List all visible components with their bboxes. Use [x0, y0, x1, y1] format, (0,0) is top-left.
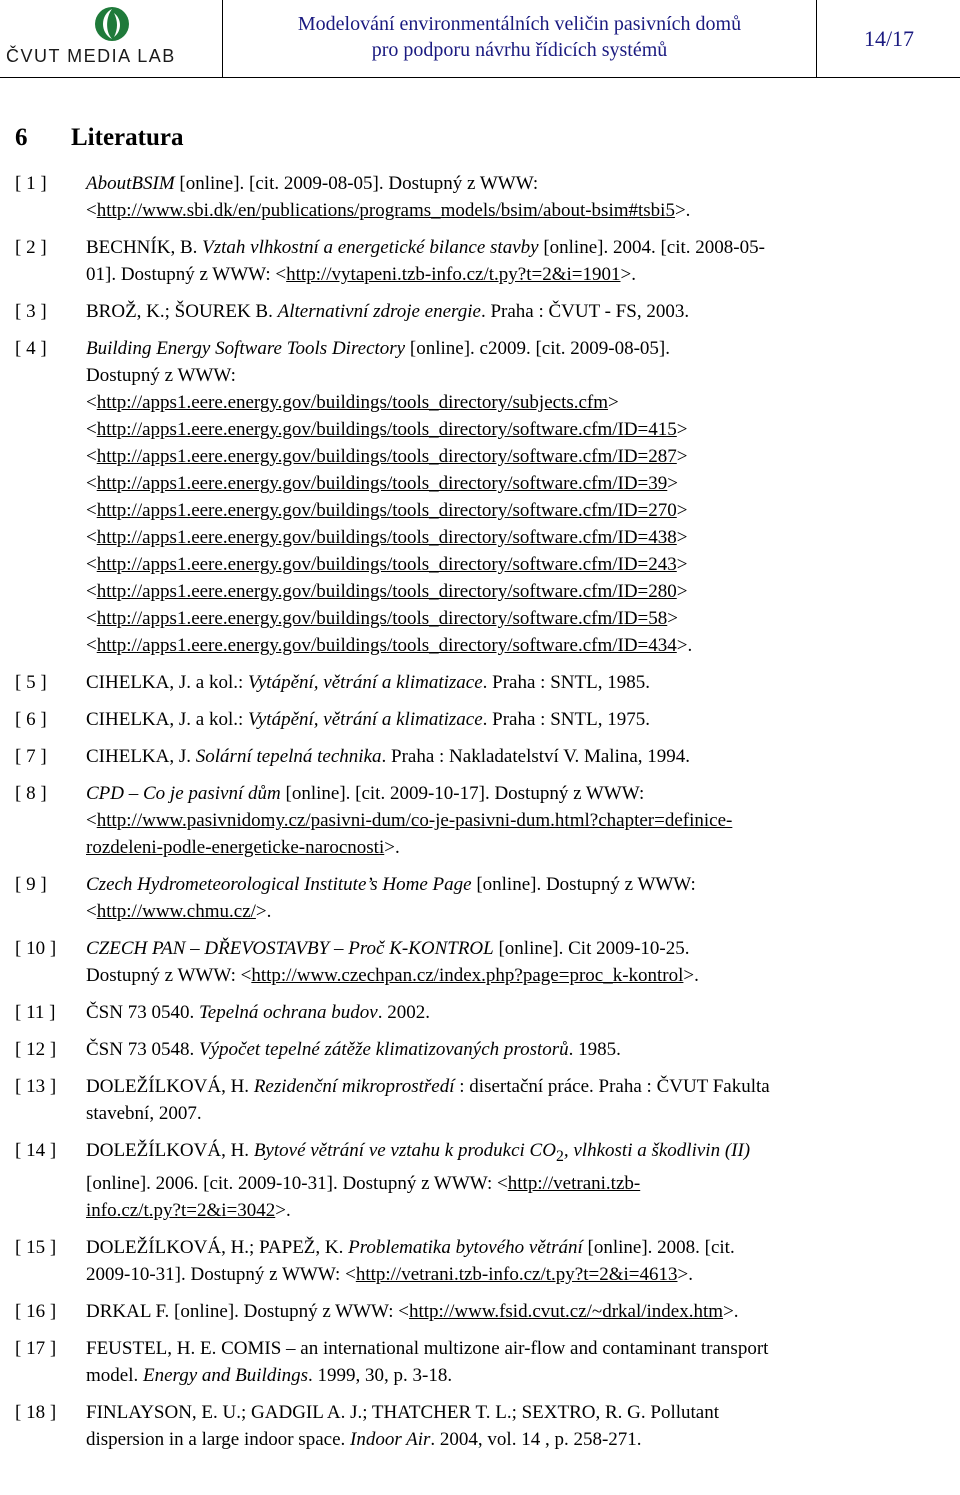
reference-title: CZECH PAN – DŘEVOSTAVBY – Proč K-KONTROL: [86, 938, 494, 959]
reference-text: [online]. Dostupný z WWW:: [471, 874, 696, 895]
reference-text: <: [86, 200, 97, 221]
reference-title: Bytové větrání ve vztahu k produkci CO: [253, 1140, 556, 1161]
reference-text: <: [86, 608, 97, 629]
reference-text: DRKAL F. [online]. Dostupný z WWW: <: [86, 1300, 409, 1322]
reference-title: Solární tepelná technika: [195, 746, 382, 767]
reference-line: [86, 524, 946, 551]
reference-link[interactable]: http://apps1.eere.energy.gov/buildings/tools_directory/software.cfm/ID=280: [96, 581, 677, 602]
reference-text: DOLEŽÍLKOVÁ, H.: [86, 1076, 254, 1097]
reference-line: [86, 298, 946, 325]
reference-label: [ 12 ]: [15, 1039, 57, 1060]
reference-text: <: [86, 901, 97, 922]
reference-line: [86, 999, 946, 1026]
reference-text: >: [676, 446, 688, 467]
reference-line: [86, 1426, 946, 1453]
reference-text: [online]. c2009. [cit. 2009-08-05].: [405, 338, 671, 359]
reference-link[interactable]: http://www.pasivnidomy.cz/pasivni-dum/co-je-pasivni-dum.html?chapter=definice-: [96, 810, 733, 831]
reference-title: Czech Hydrometeorological Institute’s Home Page: [86, 874, 472, 895]
reference-label: [ 17 ]: [15, 1337, 57, 1359]
reference-label: [ 6 ]: [15, 709, 47, 730]
reference-title: Výpočet tepelné zátěže klimatizovaných prostorů: [198, 1039, 569, 1060]
reference-label: [ 5 ]: [15, 672, 47, 693]
document-title-line1: Modelování environmentálních veličin pasivních domů: [297, 13, 742, 35]
reference-text: DOLEŽÍLKOVÁ, H.: [86, 1140, 254, 1161]
reference-link[interactable]: http://apps1.eere.energy.gov/buildings/tools_directory/software.cfm/ID=415: [96, 419, 677, 440]
reference-line: [86, 1073, 946, 1100]
reference-label: [ 10 ]: [15, 938, 57, 959]
reference-line: [86, 1399, 946, 1426]
reference-text: >.: [384, 837, 400, 858]
reference-text: >: [608, 392, 619, 413]
reference-item: [0, 706, 960, 733]
reference-text: [online]. 2004. [cit. 2008-05-: [538, 237, 765, 258]
reference-line: [86, 416, 946, 443]
reference-link[interactable]: http://apps1.eere.energy.gov/buildings/tools_directory/subjects.cfm: [96, 392, 609, 413]
reference-title: Indoor Air: [350, 1428, 431, 1450]
reference-text: . Praha : SNTL, 1985.: [482, 672, 650, 693]
reference-link[interactable]: info.cz/t.py?t=2&i=3042: [86, 1199, 276, 1221]
reference-label: [ 13 ]: [15, 1076, 57, 1097]
reference-text: <: [86, 446, 97, 467]
reference-item: [0, 935, 960, 989]
reference-item: [0, 780, 960, 861]
reference-line: [86, 1335, 946, 1362]
reference-line: [86, 605, 946, 632]
reference-line: [86, 1298, 946, 1325]
reference-item: [0, 234, 960, 288]
reference-text: BROŽ, K.; ŠOUREK B.: [86, 301, 278, 322]
reference-label: [ 2 ]: [15, 237, 47, 258]
reference-text: >.: [620, 264, 636, 285]
reference-title: Building Energy Software Tools Directory: [86, 338, 406, 359]
reference-label: [ 1 ]: [15, 173, 47, 194]
reference-line: [86, 871, 946, 898]
reference-text: <: [86, 392, 97, 413]
reference-text: . 2004, vol. 14 , p. 258-271.: [430, 1428, 642, 1450]
reference-item: [0, 743, 960, 770]
reference-text: >.: [683, 965, 699, 986]
reference-line: [86, 743, 946, 770]
reference-text: 01]. Dostupný z WWW: <: [86, 264, 287, 285]
reference-link[interactable]: http://www.czechpan.cz/index.php?page=proc_k-kontrol: [251, 965, 684, 986]
reference-item: [0, 335, 960, 659]
reference-text: Dostupný z WWW:: [86, 365, 236, 386]
reference-text: ČSN 73 0540.: [86, 1002, 199, 1023]
reference-item: [0, 298, 960, 325]
reference-text: model.: [86, 1364, 143, 1386]
reference-title: CPD – Co je pasivní dům: [86, 783, 281, 804]
reference-label: [ 14 ]: [15, 1140, 57, 1161]
reference-text: >: [667, 473, 678, 494]
section-number: 6: [15, 124, 28, 151]
reference-text: CIHELKA, J. a kol.:: [86, 672, 249, 693]
reference-label: [ 18 ]: [15, 1401, 57, 1423]
reference-line: [86, 362, 946, 389]
reference-text: Dostupný z WWW: <: [86, 965, 252, 986]
reference-text: >: [667, 608, 678, 629]
reference-text: . 2002.: [377, 1002, 430, 1023]
reference-line: [86, 234, 946, 261]
reference-text: <: [86, 500, 97, 521]
leaf-logo-icon: [92, 5, 132, 43]
reference-link[interactable]: http://vytapeni.tzb-info.cz/t.py?t=2&i=1901: [286, 264, 621, 285]
reference-line: [86, 551, 946, 578]
reference-link[interactable]: http://vetrani.tzb-info.cz/t.py?t=2&i=4613: [355, 1263, 678, 1285]
reference-line: [86, 780, 946, 807]
reference-text: >: [676, 527, 688, 548]
reference-title: Vztah vlhkostní a energetické bilance stavby: [202, 237, 539, 258]
subscript: 2: [555, 1147, 564, 1165]
reference-line: [86, 834, 946, 861]
reference-title: Alternativní zdroje energie: [277, 301, 481, 322]
reference-text: >.: [674, 200, 691, 221]
document-title: [223, 0, 817, 78]
reference-line: [86, 261, 946, 288]
reference-text: >.: [255, 901, 272, 922]
reference-text: <: [86, 810, 97, 831]
reference-item: [0, 1036, 960, 1063]
reference-line: [86, 1197, 946, 1224]
reference-line: [86, 170, 946, 197]
reference-line: [86, 935, 946, 962]
reference-item: [0, 170, 960, 224]
reference-link[interactable]: http://www.chmu.cz/: [96, 901, 256, 922]
header-divider: [0, 77, 960, 78]
reference-line: [86, 1100, 946, 1127]
reference-text: <: [86, 635, 97, 656]
reference-item: [0, 1234, 960, 1288]
reference-text: : disertační práce. Praha : ČVUT Fakulta: [454, 1076, 770, 1097]
reference-text: >.: [275, 1199, 291, 1221]
reference-text: . 1985.: [568, 1039, 621, 1060]
reference-line: [86, 1170, 946, 1197]
reference-link[interactable]: http://apps1.eere.energy.gov/buildings/tools_directory/software.cfm/ID=39: [96, 473, 668, 494]
page-header: [0, 0, 960, 78]
reference-text: CIHELKA, J. a kol.:: [86, 709, 249, 730]
reference-text: <: [86, 473, 97, 494]
reference-text: >: [676, 419, 688, 440]
reference-text: . Praha : Nakladatelství V. Malina, 1994.: [381, 746, 691, 767]
reference-item: [0, 1073, 960, 1127]
reference-text: stavební, 2007.: [86, 1103, 202, 1124]
reference-text: BECHNÍK, B.: [86, 237, 203, 258]
reference-title: Vytápění, větrání a klimatizace: [248, 672, 483, 693]
reference-title: Vytápění, větrání a klimatizace: [248, 709, 483, 730]
reference-line: [86, 962, 946, 989]
reference-item: [0, 999, 960, 1026]
reference-label: [ 11 ]: [15, 1002, 56, 1023]
reference-text: [online]. [cit. 2009-10-17]. Dostupný z WWW:: [280, 783, 645, 804]
reference-label: [ 3 ]: [15, 301, 47, 322]
reference-text: <: [86, 527, 97, 548]
reference-label: [ 9 ]: [15, 874, 47, 895]
reference-text: FEUSTEL, H. E. COMIS – an international multizone air-flow and contaminant transport: [86, 1337, 769, 1359]
reference-title: Energy and Buildings: [143, 1364, 308, 1386]
reference-link[interactable]: http://apps1.eere.energy.gov/buildings/tools_directory/software.cfm/ID=438: [96, 527, 677, 548]
reference-title: Tepelná ochrana budov: [198, 1002, 378, 1023]
reference-title: Rezidenční mikroprostředí: [253, 1076, 455, 1097]
reference-line: [86, 807, 946, 834]
reference-text: >: [676, 554, 688, 575]
reference-text: . Praha : SNTL, 1975.: [482, 709, 650, 730]
reference-text: dispersion in a large indoor space.: [86, 1428, 350, 1450]
reference-line: [86, 197, 946, 224]
reference-text: >.: [677, 1263, 693, 1285]
reference-link[interactable]: http://apps1.eere.energy.gov/buildings/tools_directory/software.cfm/ID=58: [96, 608, 668, 629]
reference-item: [0, 871, 960, 925]
reference-line: [86, 335, 946, 362]
reference-line: [86, 632, 946, 659]
reference-text: DOLEŽÍLKOVÁ, H.; PAPEŽ, K.: [86, 1236, 349, 1258]
reference-link[interactable]: http://apps1.eere.energy.gov/buildings/tools_directory/software.cfm/ID=243: [96, 554, 677, 575]
reference-item: [0, 669, 960, 696]
reference-title: AboutBSIM: [86, 173, 175, 194]
reference-line: [86, 443, 946, 470]
reference-text: >: [676, 581, 688, 602]
reference-text: >.: [723, 1300, 739, 1322]
reference-label: [ 8 ]: [15, 783, 47, 804]
reference-line: [86, 669, 946, 696]
reference-text: [online]. 2008. [cit.: [582, 1236, 735, 1258]
reference-link[interactable]: http://www.fsid.cvut.cz/~drkal/index.htm: [409, 1300, 724, 1322]
section-heading: [15, 124, 183, 152]
logo-text: ČVUT MEDIA LAB: [6, 46, 176, 66]
reference-line: [86, 389, 946, 416]
reference-text: ČSN 73 0548.: [86, 1039, 199, 1060]
reference-label: [ 15 ]: [15, 1236, 57, 1258]
reference-text: [online]. [cit. 2009-08-05]. Dostupný z WWW:: [174, 173, 539, 194]
reference-link[interactable]: http://apps1.eere.energy.gov/buildings/tools_directory/software.cfm/ID=434: [96, 635, 677, 656]
reference-item: [0, 1399, 960, 1453]
section-title: Literatura: [71, 124, 184, 151]
reference-item: [0, 1298, 960, 1325]
reference-text: . Praha : ČVUT - FS, 2003.: [480, 301, 690, 322]
reference-text: CIHELKA, J.: [86, 746, 196, 767]
reference-text: 2009-10-31]. Dostupný z WWW: <: [86, 1263, 356, 1285]
reference-link[interactable]: http://vetrani.tzb-: [507, 1172, 641, 1194]
reference-line: [86, 1137, 946, 1170]
reference-link[interactable]: rozdeleni-podle-energeticke-narocnosti: [86, 837, 385, 858]
reference-line: [86, 497, 946, 524]
reference-label: [ 7 ]: [15, 746, 47, 767]
reference-label: [ 16 ]: [15, 1300, 57, 1322]
reference-item: [0, 1335, 960, 1389]
page-number: 14/17: [863, 26, 915, 51]
reference-line: [86, 1362, 946, 1389]
reference-link[interactable]: http://apps1.eere.energy.gov/buildings/tools_directory/software.cfm/ID=287: [96, 446, 677, 467]
reference-text: <: [86, 581, 97, 602]
reference-link[interactable]: http://www.sbi.dk/en/publications/programs_models/bsim/about-bsim#tsbi5: [96, 200, 675, 221]
reference-list: [0, 170, 960, 1463]
reference-text: >.: [676, 635, 693, 656]
reference-text: . 1999, 30, p. 3-18.: [308, 1364, 453, 1386]
reference-title: Problematika bytového větrání: [348, 1236, 583, 1258]
reference-text: FINLAYSON, E. U.; GADGIL A. J.; THATCHER T. L.; SEXTRO, R. G. Pollutant: [86, 1401, 720, 1423]
reference-line: [86, 578, 946, 605]
reference-text: <: [86, 419, 97, 440]
logo: [0, 0, 223, 78]
reference-line: [86, 470, 946, 497]
reference-line: [86, 1234, 946, 1261]
reference-text: >: [676, 500, 688, 521]
reference-line: [86, 1036, 946, 1063]
reference-link[interactable]: http://apps1.eere.energy.gov/buildings/tools_directory/software.cfm/ID=270: [96, 500, 677, 521]
reference-label: [ 4 ]: [15, 338, 47, 359]
reference-title: , vlhkosti a škodlivin (II): [563, 1140, 751, 1161]
reference-text: [online]. Cit 2009-10-25.: [493, 938, 690, 959]
reference-line: [86, 898, 946, 925]
reference-text: [online]. 2006. [cit. 2009-10-31]. Dostupný z WWW: <: [86, 1172, 508, 1194]
reference-item: [0, 1137, 960, 1224]
reference-text: <: [86, 554, 97, 575]
reference-line: [86, 1261, 946, 1288]
document-title-line2: pro podporu návrhu řídicích systémů: [371, 39, 668, 61]
reference-line: [86, 706, 946, 733]
